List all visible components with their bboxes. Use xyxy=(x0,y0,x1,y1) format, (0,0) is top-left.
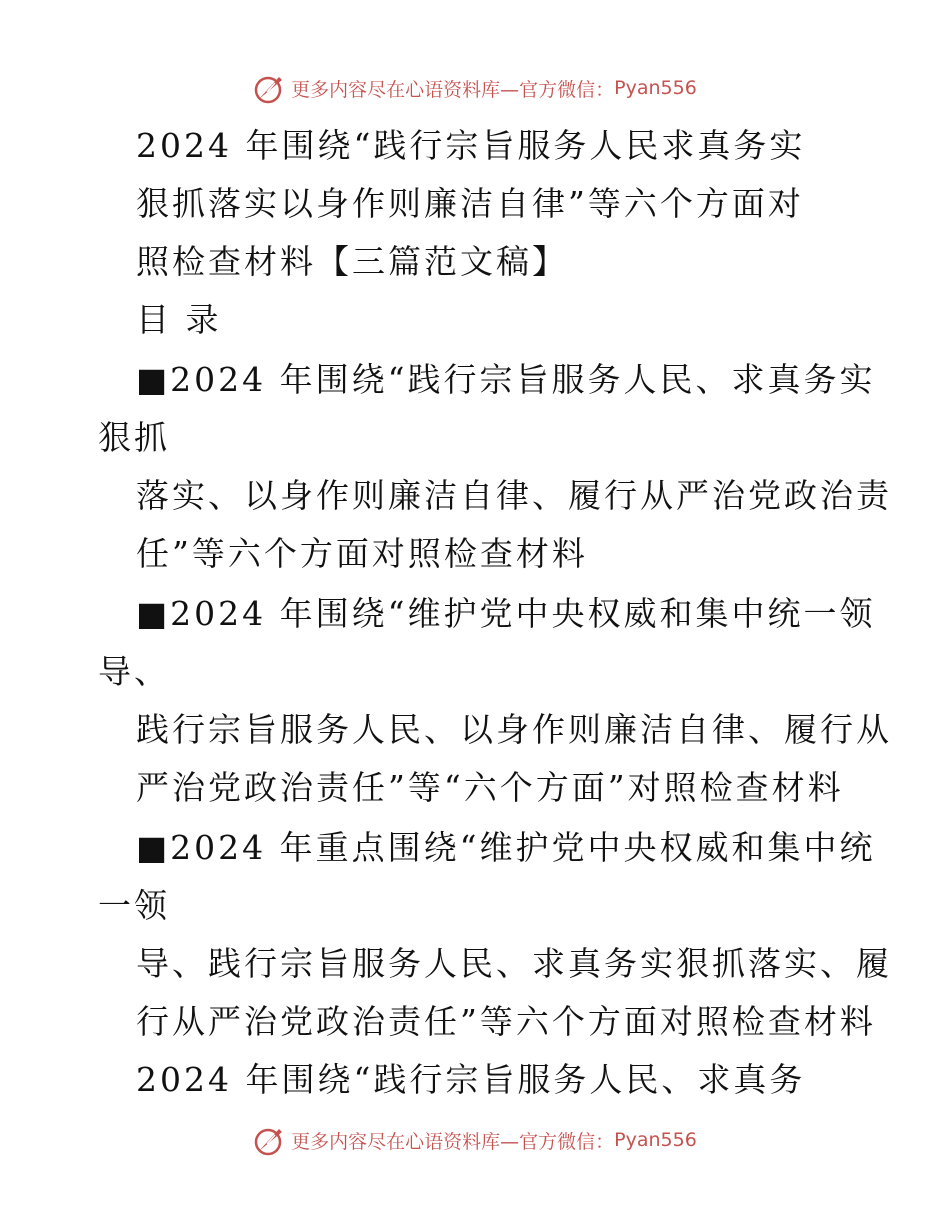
banner-wechat-id: Pyan556 xyxy=(614,1129,697,1151)
toc-item-3-line-3: 导、践行宗旨服务人民、求真务实狠抓落实、履 xyxy=(136,944,892,983)
toc-heading: 目 录 xyxy=(136,300,222,339)
banner-text: 更多内容尽在心语资料库—官方微信： xyxy=(291,78,615,101)
body-first-line: 2024 年围绕“践行宗旨服务人民、求真务 xyxy=(136,1060,806,1099)
toc-item-2-line-4: 严治党政治责任”等“六个方面”对照检查材料 xyxy=(136,768,844,807)
document-title-line-2: 狠抓落实以身作则廉洁自律”等六个方面对 xyxy=(136,184,804,223)
toc-item-2-line-1: ■2024 年围绕“维护党中央权威和集中统一领 xyxy=(136,594,876,633)
banner-text: 更多内容尽在心语资料库—官方微信： xyxy=(291,1130,615,1153)
toc-item-1-line-3: 落实、以身作则廉洁自律、履行从严治党政治责 xyxy=(136,476,892,515)
header-banner xyxy=(0,68,950,108)
toc-item-2-line-3: 践行宗旨服务人民、以身作则廉洁自律、履行从 xyxy=(136,710,892,749)
banner-wechat-id: Pyan556 xyxy=(614,77,697,99)
toc-item-1-line-2: 狠抓 xyxy=(98,418,170,457)
toc-item-3-line-1: ■2024 年重点围绕“维护党中央权威和集中统 xyxy=(136,828,876,867)
toc-item-1-line-4: 任”等六个方面对照检查材料 xyxy=(136,534,588,573)
document-title-line-3: 照检查材料【三篇范文稿】 xyxy=(136,242,568,281)
footer-banner xyxy=(0,1120,950,1160)
toc-item-1-line-1: ■2024 年围绕“践行宗旨服务人民、求真务实 xyxy=(136,360,876,399)
toc-item-3-line-2: 一领 xyxy=(98,886,170,925)
feather-pen-logo-icon xyxy=(253,1123,287,1157)
toc-item-3-line-4: 行从严治党政治责任”等六个方面对照检查材料 xyxy=(136,1002,876,1041)
feather-pen-logo-icon xyxy=(253,71,287,105)
document-title-line-1: 2024 年围绕“践行宗旨服务人民求真务实 xyxy=(136,126,806,165)
toc-item-2-line-2: 导、 xyxy=(98,652,170,691)
